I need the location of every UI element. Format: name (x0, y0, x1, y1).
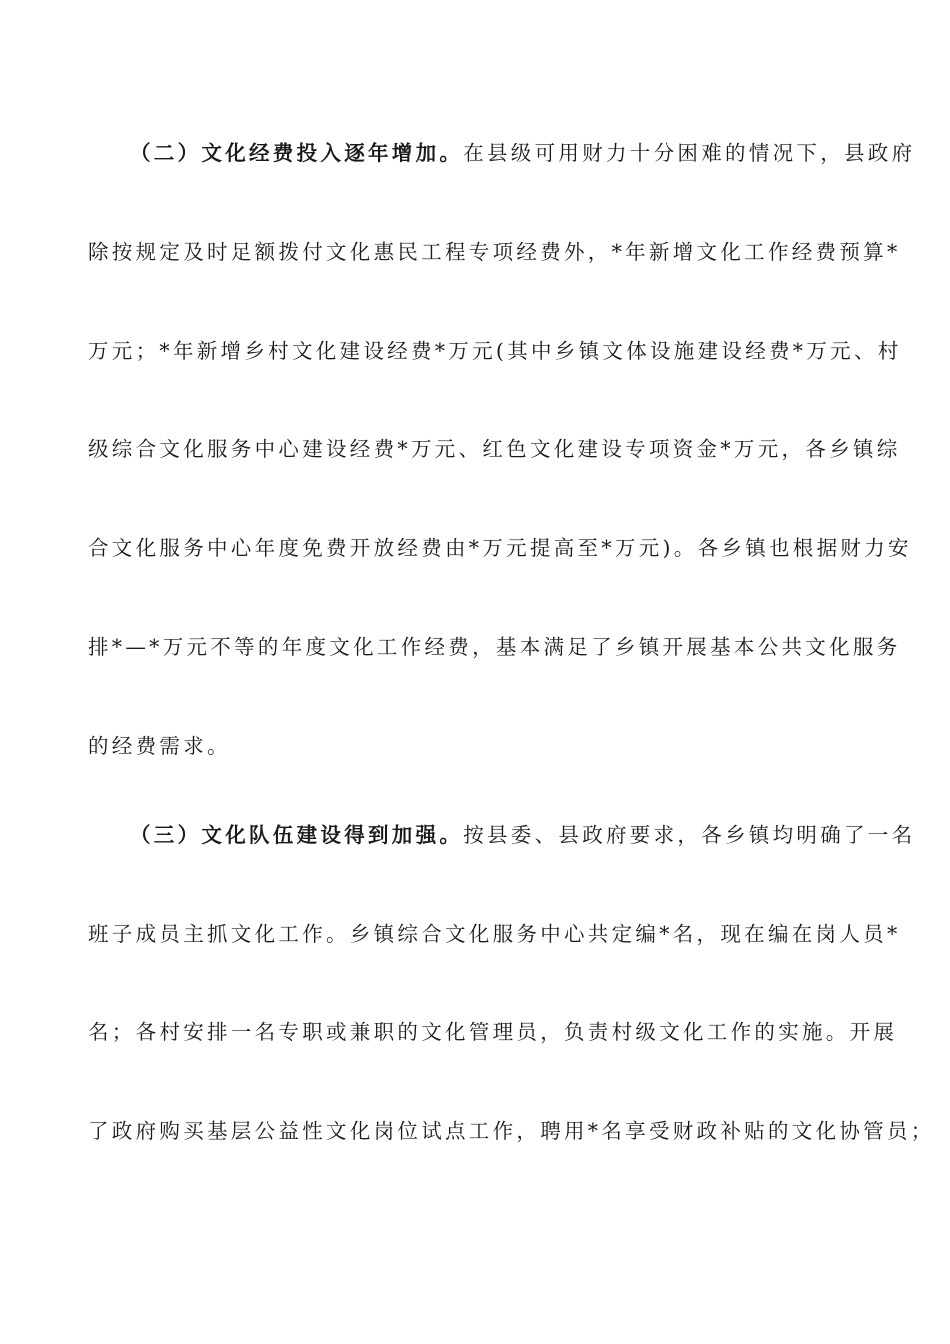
section2-line-1: 在县级可用财力十分困难的情况下，县政府 (463, 141, 916, 165)
section3-line-4: 了政府购买基层公益性文化岗位试点工作，聘用*名享受财政补贴的文化协管员； (88, 1119, 935, 1143)
section2-line-2: 除按规定及时足额拨付文化惠民工程专项经费外，*年新增文化工作经费预算* (88, 240, 901, 264)
section3-line-2: 班子成员主抓文化工作。乡镇综合文化服务中心共定编*名，现在编在岗人员* (88, 922, 901, 946)
section3-heading: （三）文化队伍建设得到加强。 (130, 823, 464, 847)
section2-line-5: 合文化服务中心年度免费开放经费由*万元提高至*万元)。各乡镇也根据财力安 (88, 536, 912, 560)
section3-line-3: 名；各村安排一名专职或兼职的文化管理员，负责村级文化工作的实施。开展 (88, 1020, 898, 1044)
section2-heading: （二）文化经费投入逐年增加。 (130, 141, 464, 165)
section2-line-4: 级综合文化服务中心建设经费*万元、红色文化建设专项资金*万元，各乡镇综 (88, 437, 901, 461)
section2-first-line (130, 138, 916, 168)
section2-line-7: 的经费需求。 (88, 734, 231, 758)
section2-line-3: 万元；*年新增乡村文化建设经费*万元(其中乡镇文体设施建设经费*万元、村 (88, 339, 902, 363)
section3-first-line (130, 820, 916, 850)
section3-line-1: 按县委、县政府要求，各乡镇均明确了一名 (463, 823, 916, 847)
section2-line-6: 排*—*万元不等的年度文化工作经费，基本满足了乡镇开展基本公共文化服务 (88, 635, 901, 659)
